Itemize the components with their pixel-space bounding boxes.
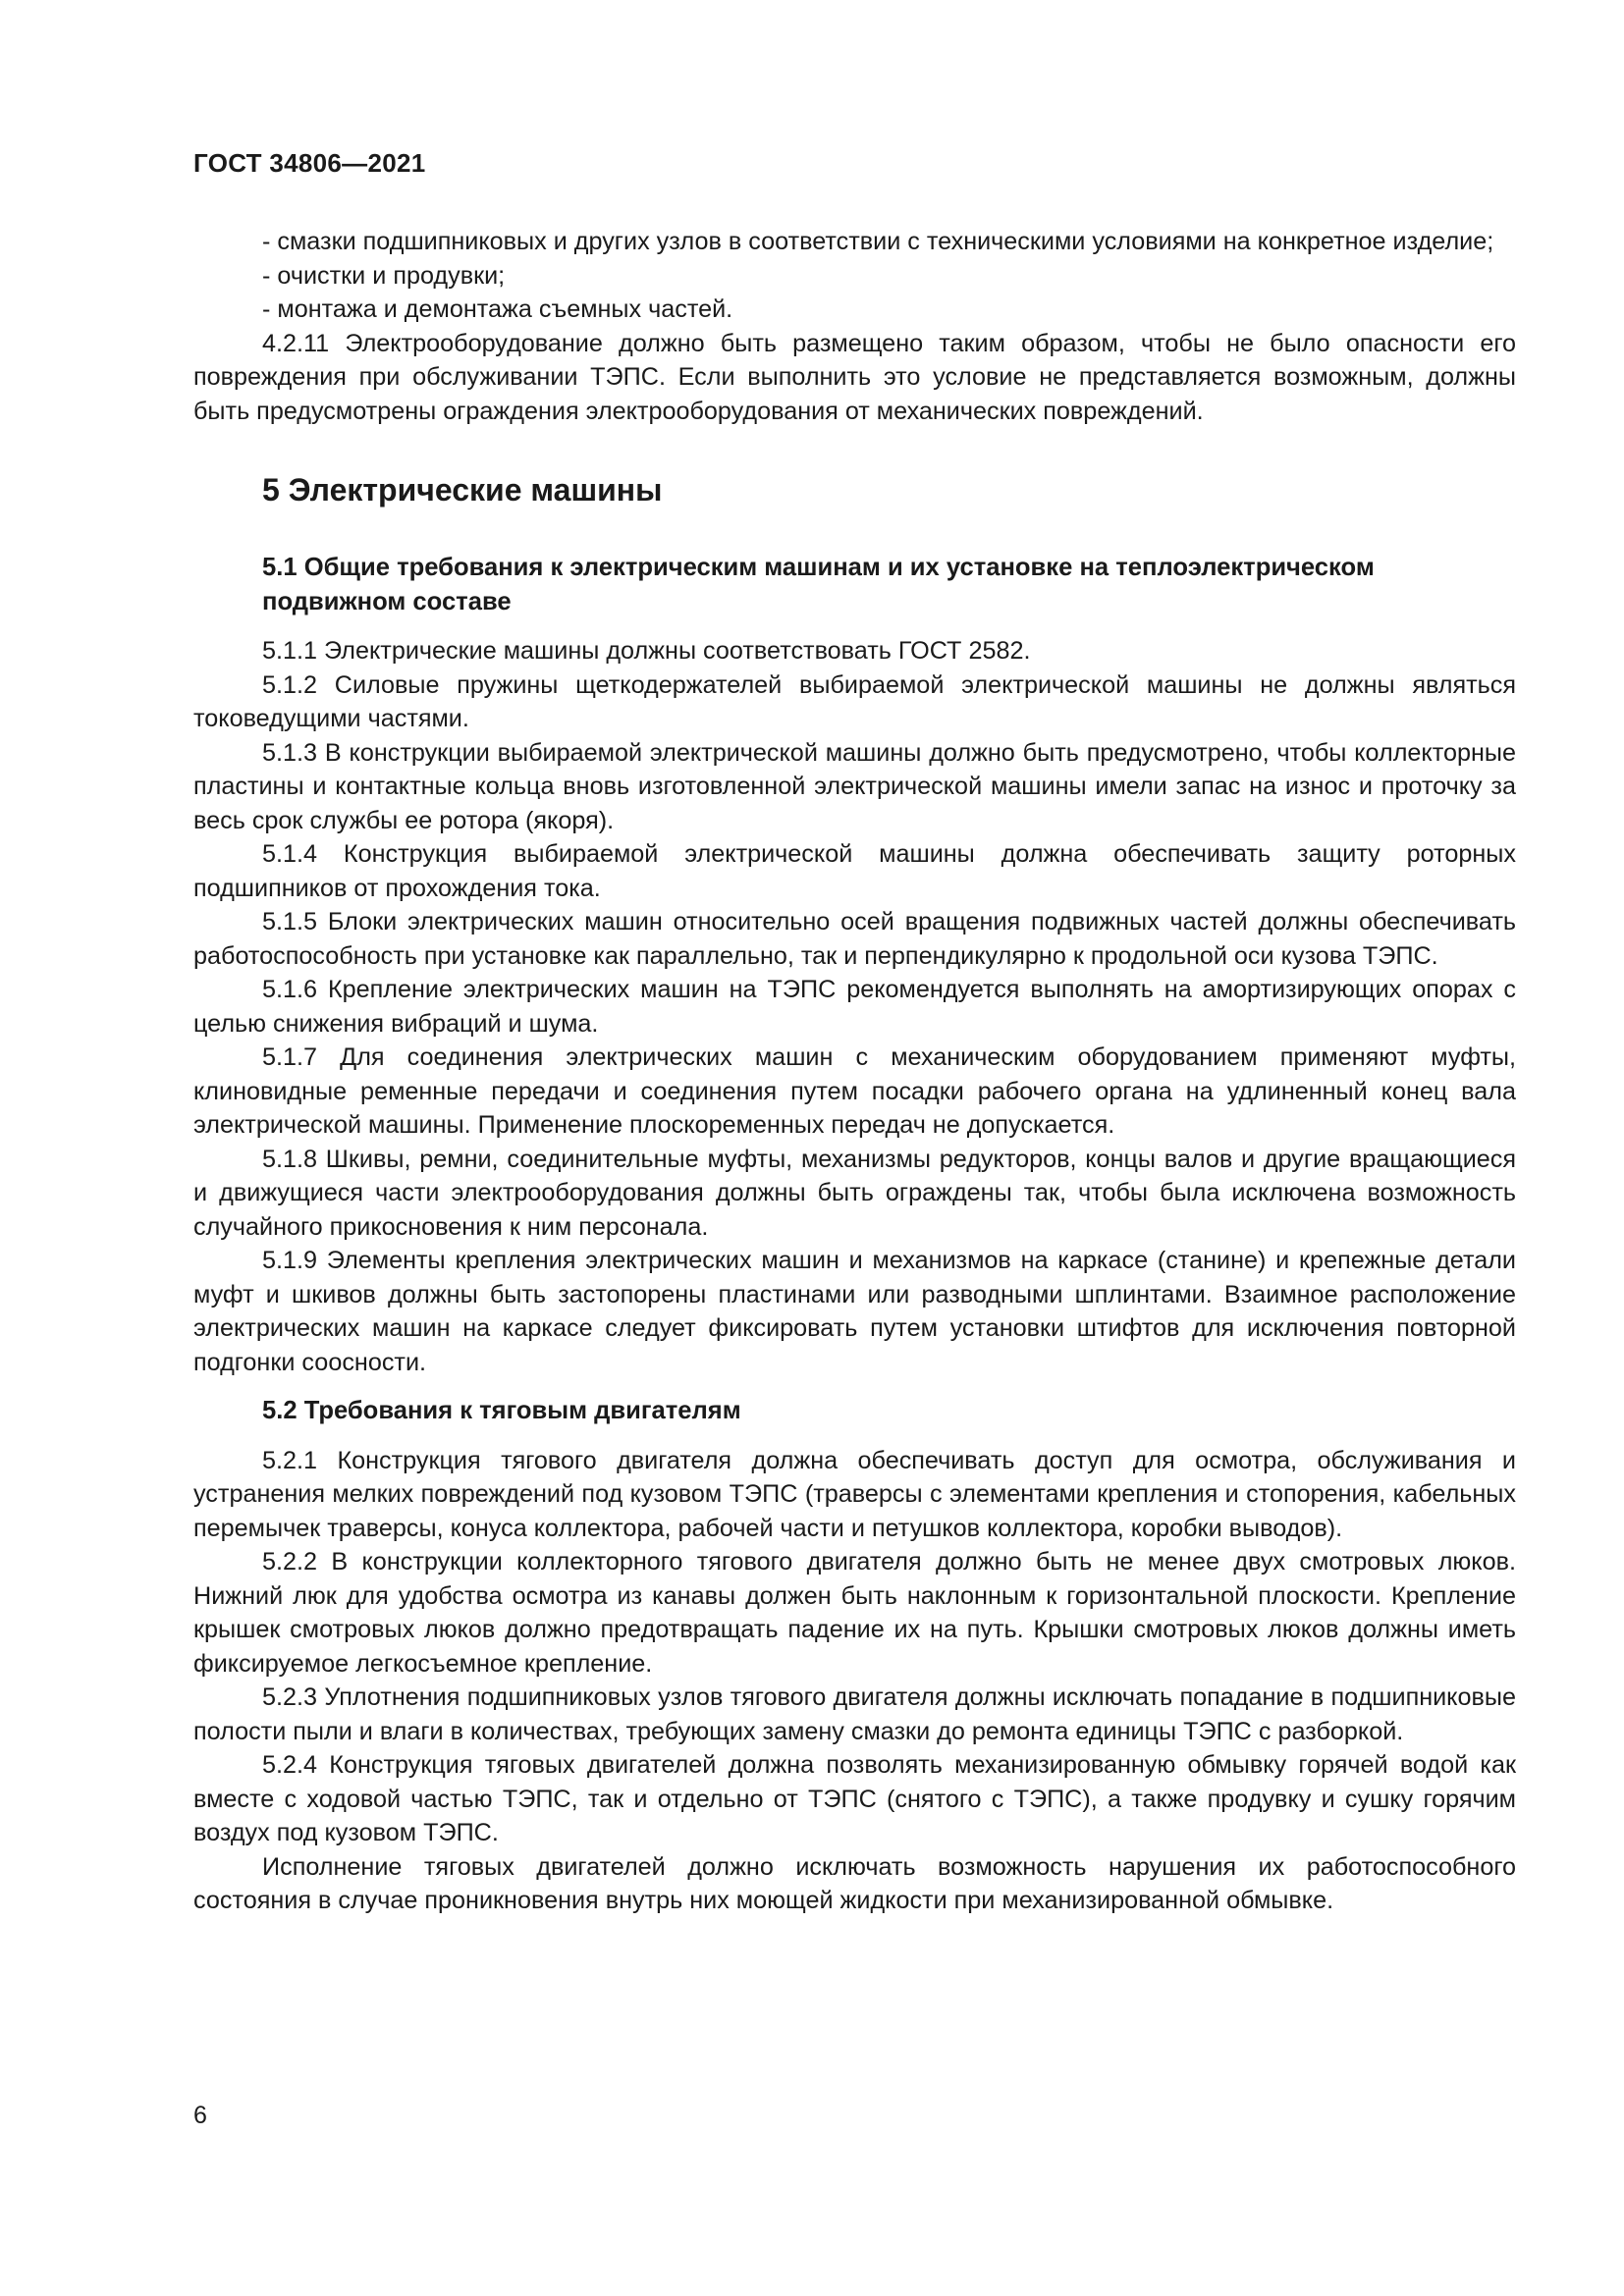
- paragraph-5-1-4: 5.1.4 Конструкция выбираемой электрической машины должна обеспечивать защиту роторных подшипников от прохождения тока.: [193, 840, 1516, 902]
- paragraph-5-1-3: 5.1.3 В конструкции выбираемой электрической машины должно быть предусмотрено, чтобы коллекторные пластины и контактные кольца вновь изготовленной электрической машины имели запас на износ и проточку за весь срок службы ее ротора (якоря).: [193, 738, 1516, 834]
- paragraph-5-1-8: 5.1.8 Шкивы, ремни, соединительные муфты, механизмы редукторов, концы валов и другие вращающиеся и движущиеся части электрооборудования должны быть ограждены так, чтобы была исключена возможность случайного прикосновения к ним персонала.: [193, 1145, 1516, 1241]
- paragraph-5-2-4-continued: Исполнение тяговых двигателей должно исключать возможность нарушения их работоспособного состояния в случае проникновения внутрь них моющей жидкости при механизированной обмывке.: [193, 1852, 1516, 1914]
- subsection-5-1-heading: 5.1 Общие требования к электрическим машинам и их установке на теплоэлектрическом подвижном составе: [262, 554, 1375, 615]
- paragraph-5-1-2: 5.1.2 Силовые пружины щеткодержателей выбираемой электрической машины не должны являться токоведущими частями.: [193, 670, 1516, 732]
- list-item-cleaning: - очистки и продувки;: [262, 261, 506, 290]
- paragraph-5-1-6: 5.1.6 Крепление электрических машин на ТЭПС рекомендуется выполнять на амортизирующих опорах с целью снижения вибраций и шума.: [193, 976, 1516, 1038]
- list-item-lubrication: - смазки подшипниковых и других узлов в соответствии с техническими условиями на конкретное изделие;: [262, 228, 1494, 255]
- paragraph-5-1-1: 5.1.1 Электрические машины должны соответствовать ГОСТ 2582.: [262, 637, 1031, 665]
- subsection-5-2-heading: 5.2 Требования к тяговым двигателям: [262, 1397, 741, 1424]
- section-5-heading: 5 Электрические машины: [262, 472, 663, 507]
- paragraph-5-2-1: 5.2.1 Конструкция тягового двигателя должна обеспечивать доступ для осмотра, обслуживания и устранения мелких повреждений под кузовом ТЭПС (траверсы с элементами крепления и стопорения, кабельных перемычек траверсы, конуса коллектора, рабочей части и петушков коллектора, коробки выводов).: [193, 1446, 1516, 1542]
- paragraph-5-1-7: 5.1.7 Для соединения электрических машин с механическим оборудованием применяют муфты, клиновидные ременные передачи и соединения путем посадки рабочего органа на удлиненный конец вала электрической машины. Применение плоскоременных передач не допускается.: [193, 1043, 1516, 1139]
- page-number: 6: [193, 2102, 207, 2129]
- paragraph-5-1-5: 5.1.5 Блоки электрических машин относительно осей вращения подвижных частей должны обеспечивать работоспособность при установке как параллельно, так и перпендикулярно к продольной оси кузова ТЭПС.: [193, 908, 1516, 970]
- paragraph-5-2-3: 5.2.3 Уплотнения подшипниковых узлов тягового двигателя должны исключать попадание в подшипниковые полости пыли и влаги в количествах, требующих замену смазки до ремонта единицы ТЭПС с разборкой.: [193, 1683, 1516, 1745]
- document-code: ГОСТ 34806—2021: [193, 148, 426, 178]
- paragraph-4-2-11: 4.2.11 Электрооборудование должно быть размещено таким образом, чтобы не было опасности его повреждения при обслуживании ТЭПС. Если выполнить это условие не представляется возможным, должны быть предусмотрены ограждения электрооборудования от механических повреждений.: [193, 329, 1516, 425]
- list-item-mounting: - монтажа и демонтажа съемных частей.: [262, 295, 733, 323]
- paragraph-5-2-4: 5.2.4 Конструкция тяговых двигателей должна позволять механизированную обмывку горячей водой как вместе с ходовой частью ТЭПС, так и отдельно от ТЭПС (снятого с ТЭПС), а также продувку и сушку горячим воздух под кузовом ТЭПС.: [193, 1751, 1516, 1846]
- paragraph-5-1-9: 5.1.9 Элементы крепления электрических машин и механизмов на каркасе (станине) и крепежные детали муфт и шкивов должны быть застопорены пластинами или разводными шплинтами. Взаимное расположение электрических машин на каркасе следует фиксировать путем установки штифтов для исключения повторной подгонки соосности.: [193, 1247, 1516, 1376]
- paragraph-5-2-2: 5.2.2 В конструкции коллекторного тягового двигателя должно быть не менее двух смотровых люков. Нижний люк для удобства осмотра из канавы должен быть наклонным к горизонтальной плоскости. Крепление крышек смотровых люков должно предотвращать падение их на путь. Крышки смотровых люков должны иметь фиксируемое легкосъемное крепление.: [193, 1548, 1516, 1678]
- document-body: [193, 225, 1516, 1918]
